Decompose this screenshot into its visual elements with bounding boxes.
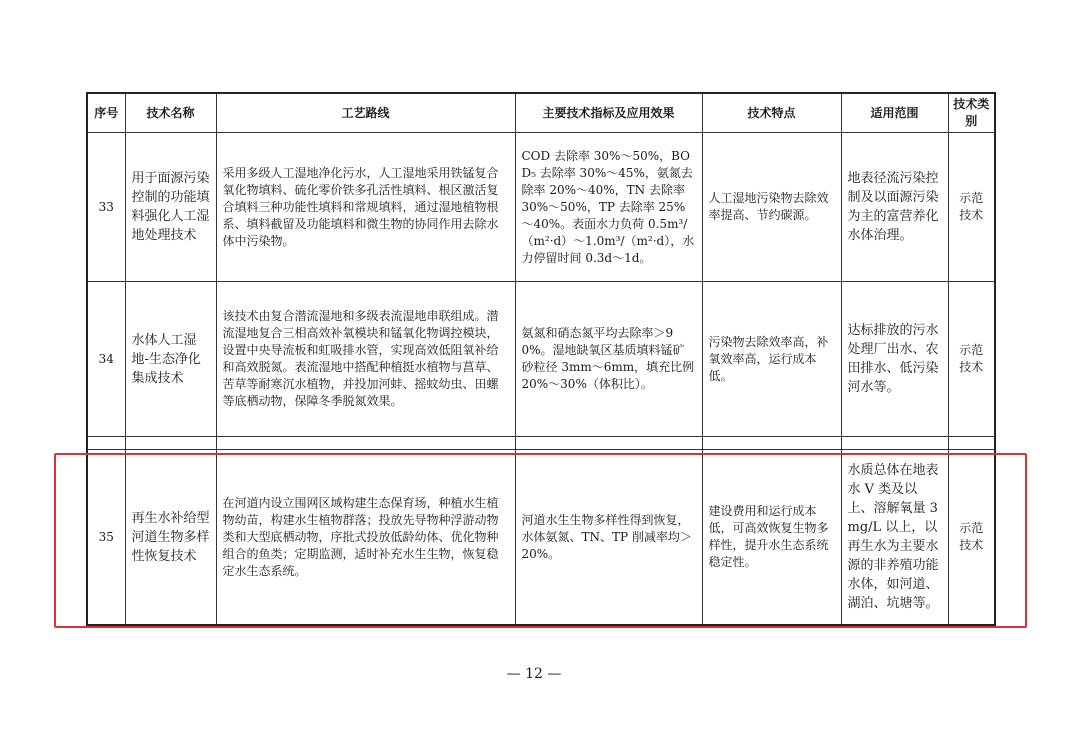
- header-process-route: 工艺路线: [216, 93, 515, 133]
- category-cell: 示范技术: [948, 133, 995, 282]
- header-indicators: 主要技术指标及应用效果: [515, 93, 702, 133]
- process-route-cell: 该技术由复合潜流湿地和多级表流湿地串联组成。潜流湿地复合三相高效补氧模块和锰氧化物调控模块，设置中央导流板和虹吸排水管，实现高效低阻氧补给和高效脱氮。表流湿地中搭配种植挺水植物与菖草、苦草等耐寒沉水植物，并投加河蚌、摇蚊幼虫、田螺等底栖动物，保障冬季脱氮效果。: [216, 282, 515, 437]
- category-cell: 示范技术: [948, 282, 995, 437]
- header-category: 技术类别: [948, 93, 995, 133]
- header-features: 技术特点: [702, 93, 841, 133]
- header-scope: 适用范围: [841, 93, 948, 133]
- process-route-cell: 采用多级人工湿地净化污水，人工湿地采用铁锰复合氧化物填料、硫化零价铁多孔活性填料、根区激活复合填料三种功能性填料和常规填料，通过湿地植物根系、填料截留及功能填料和微生物的协同作用去除水体中污染物。: [216, 133, 515, 282]
- indicators-cell: COD 去除率 30%～50%，BOD₅ 去除率 30%～45%，氨氮去除率 20%～40%，TN 去除率 30%～50%，TP 去除率 25%～40%。表面水力负荷 0.5m³/（m²·d）～1.0m³/（m²·d），水力停留时间 0.3d～1d。: [515, 133, 702, 282]
- tech-name-cell: 再生水补给型河道生物多样性恢复技术: [125, 450, 216, 626]
- scope-cell: 水质总体在地表水 V 类及以上、溶解氧量 3mg/L 以上，以再生水为主要水源的非养殖功能水体，如河道、湖泊、坑塘等。: [841, 450, 948, 626]
- table-header-row: [87, 93, 995, 133]
- row-number: 34: [87, 282, 125, 437]
- table-row: [87, 282, 995, 437]
- tech-name-cell: 用于面源污染控制的功能填料强化人工湿地处理技术: [125, 133, 216, 282]
- tech-name-cell: 水体人工湿地-生态净化集成技术: [125, 282, 216, 437]
- scope-cell: 达标排放的污水处理厂出水、农田排水、低污染河水等。: [841, 282, 948, 437]
- features-cell: 污染物去除效率高，补氧效率高，运行成本低。: [702, 282, 841, 437]
- table-spacer-row: [87, 437, 995, 450]
- features-cell: 建设费用和运行成本低，可高效恢复生物多样性，提升水生态系统稳定性。: [702, 450, 841, 626]
- category-cell: 示范技术: [948, 450, 995, 626]
- indicators-cell: 河道水生生物多样性得到恢复，水体氨氮、TN、TP 削减率均＞20%。: [515, 450, 702, 626]
- page-number: — 12 —: [506, 666, 562, 682]
- table-row: [87, 133, 995, 282]
- header-tech-name: 技术名称: [125, 93, 216, 133]
- process-route-cell: 在河道内设立围网区域构建生态保育场，种植水生植物幼苗，构建水生植物群落；投放先导物种浮游动物类和大型底栖动物，序批式投放低龄幼体、优化物种组合的鱼类；定期监测，适时补充水生生物，恢复稳定水生态系统。: [216, 450, 515, 626]
- table-row: [87, 450, 995, 626]
- row-number: 33: [87, 133, 125, 282]
- features-cell: 人工湿地污染物去除效率提高、节约碳源。: [702, 133, 841, 282]
- technology-table: [86, 92, 996, 626]
- scope-cell: 地表径流污染控制及以面源污染为主的富营养化水体治理。: [841, 133, 948, 282]
- row-number: 35: [87, 450, 125, 626]
- indicators-cell: 氨氮和硝态氮平均去除率＞90%。湿地缺氧区基质填料锰矿砂粒径 3mm～6mm，填充比例 20%～30%（体积比）。: [515, 282, 702, 437]
- header-serial: 序号: [87, 93, 125, 133]
